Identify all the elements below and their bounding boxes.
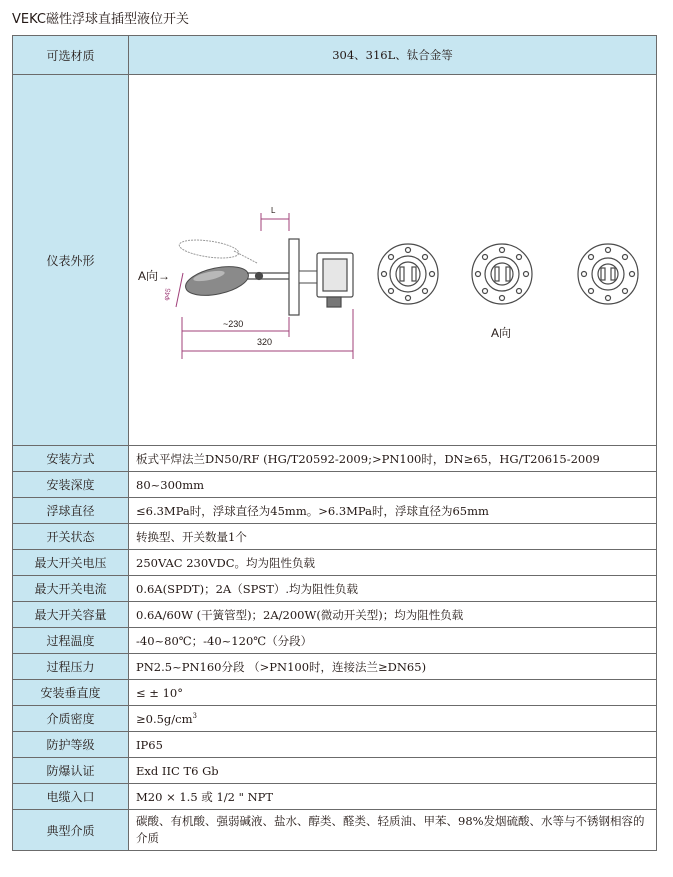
row-label: 最大开关电压 — [13, 550, 129, 576]
row-label: 电缆入口 — [13, 784, 129, 810]
table-row — [13, 654, 657, 680]
ghost-float-icon — [178, 237, 257, 263]
table-row — [13, 784, 657, 810]
dimension-l — [261, 213, 289, 231]
table-row — [13, 550, 657, 576]
density-exponent: 3 — [192, 711, 197, 720]
table-row — [13, 758, 657, 784]
row-value: 板式平焊法兰DN50/RF (HG/T20592-2009;>PN100时，DN≥65，HG/T20615-2009 — [129, 446, 657, 472]
document-title: VEKC磁性浮球直插型液位开关 — [12, 12, 189, 27]
appearance-row — [13, 75, 657, 446]
flange-view-1-icon — [378, 244, 438, 304]
header-value: 304、316L、钛合金等 — [129, 36, 657, 75]
housing-icon — [317, 253, 353, 307]
view-caption: A向 — [491, 326, 512, 340]
appearance-drawing-cell — [129, 75, 657, 446]
row-value: PN2.5~PN160分段 （>PN100时，连接法兰≥DN65) — [129, 654, 657, 680]
row-label: 最大开关容量 — [13, 602, 129, 628]
row-label: 开关状态 — [13, 524, 129, 550]
table-header-row — [13, 36, 657, 75]
row-label: 安装垂直度 — [13, 680, 129, 706]
spec-table — [12, 35, 657, 851]
table-row — [13, 628, 657, 654]
stem-icon — [247, 273, 289, 280]
table-row — [13, 706, 657, 732]
row-label: 安装方式 — [13, 446, 129, 472]
row-label: 过程温度 — [13, 628, 129, 654]
row-label: 防护等级 — [13, 732, 129, 758]
header-label: 可选材质 — [13, 36, 129, 75]
dimension-phi45 — [176, 273, 183, 307]
flange-view-2-icon — [472, 244, 532, 304]
row-value: M20 × 1.5 或 1/2 " NPT — [129, 784, 657, 810]
view-direction-label: A向→ — [138, 269, 171, 283]
row-value: 250VAC 230VDC。均为阻性负载 — [129, 550, 657, 576]
dim-l-label: L — [271, 206, 276, 215]
dim-phi45-label: φ45 — [163, 287, 173, 302]
flange-icon — [289, 239, 299, 315]
table-row — [13, 498, 657, 524]
row-value: ≤6.3MPa时，浮球直径为45mm。>6.3MPa时，浮球直径为65mm — [129, 498, 657, 524]
row-label: 介质密度 — [13, 706, 129, 732]
float-ball-icon — [183, 262, 251, 301]
neck-icon — [299, 271, 317, 283]
dim-320-label: 320 — [257, 337, 273, 347]
row-value: IP65 — [129, 732, 657, 758]
table-row — [13, 472, 657, 498]
row-label: 安装深度 — [13, 472, 129, 498]
table-row — [13, 524, 657, 550]
row-label: 过程压力 — [13, 654, 129, 680]
row-value — [129, 706, 657, 732]
switch-outline-drawing — [129, 75, 657, 445]
row-label: 防爆认证 — [13, 758, 129, 784]
row-value: 0.6A/60W (干簧管型)；2A/200W(微动开关型)；均为阻性负载 — [129, 602, 657, 628]
table-row — [13, 732, 657, 758]
row-label: 最大开关电流 — [13, 576, 129, 602]
row-value: 碳酸、有机酸、强弱碱液、盐水、醇类、醛类、轻质油、甲苯、98%发烟硫酸、水等与不锈钢相容的介质 — [129, 810, 657, 851]
table-row — [13, 602, 657, 628]
row-label: 典型介质 — [13, 810, 129, 851]
row-value: 转换型、开关数量1个 — [129, 524, 657, 550]
appearance-label: 仪表外形 — [13, 75, 129, 446]
row-value: 0.6A(SPDT)；2A（SPST）.均为阻性负载 — [129, 576, 657, 602]
dimension-320 — [182, 309, 353, 359]
row-label: 浮球直径 — [13, 498, 129, 524]
row-value: 80~300mm — [129, 472, 657, 498]
row-value: ≤ ± 10° — [129, 680, 657, 706]
table-row — [13, 680, 657, 706]
table-row — [13, 576, 657, 602]
table-row — [13, 446, 657, 472]
dim-230-label: ~230 — [223, 319, 244, 329]
flange-view-3-icon — [578, 244, 638, 304]
row-value: -40~80℃；-40~120℃（分段） — [129, 628, 657, 654]
density-value: ≥0.5g/cm — [136, 711, 193, 726]
row-value: Exd IIC T6 Gb — [129, 758, 657, 784]
table-row — [13, 810, 657, 851]
